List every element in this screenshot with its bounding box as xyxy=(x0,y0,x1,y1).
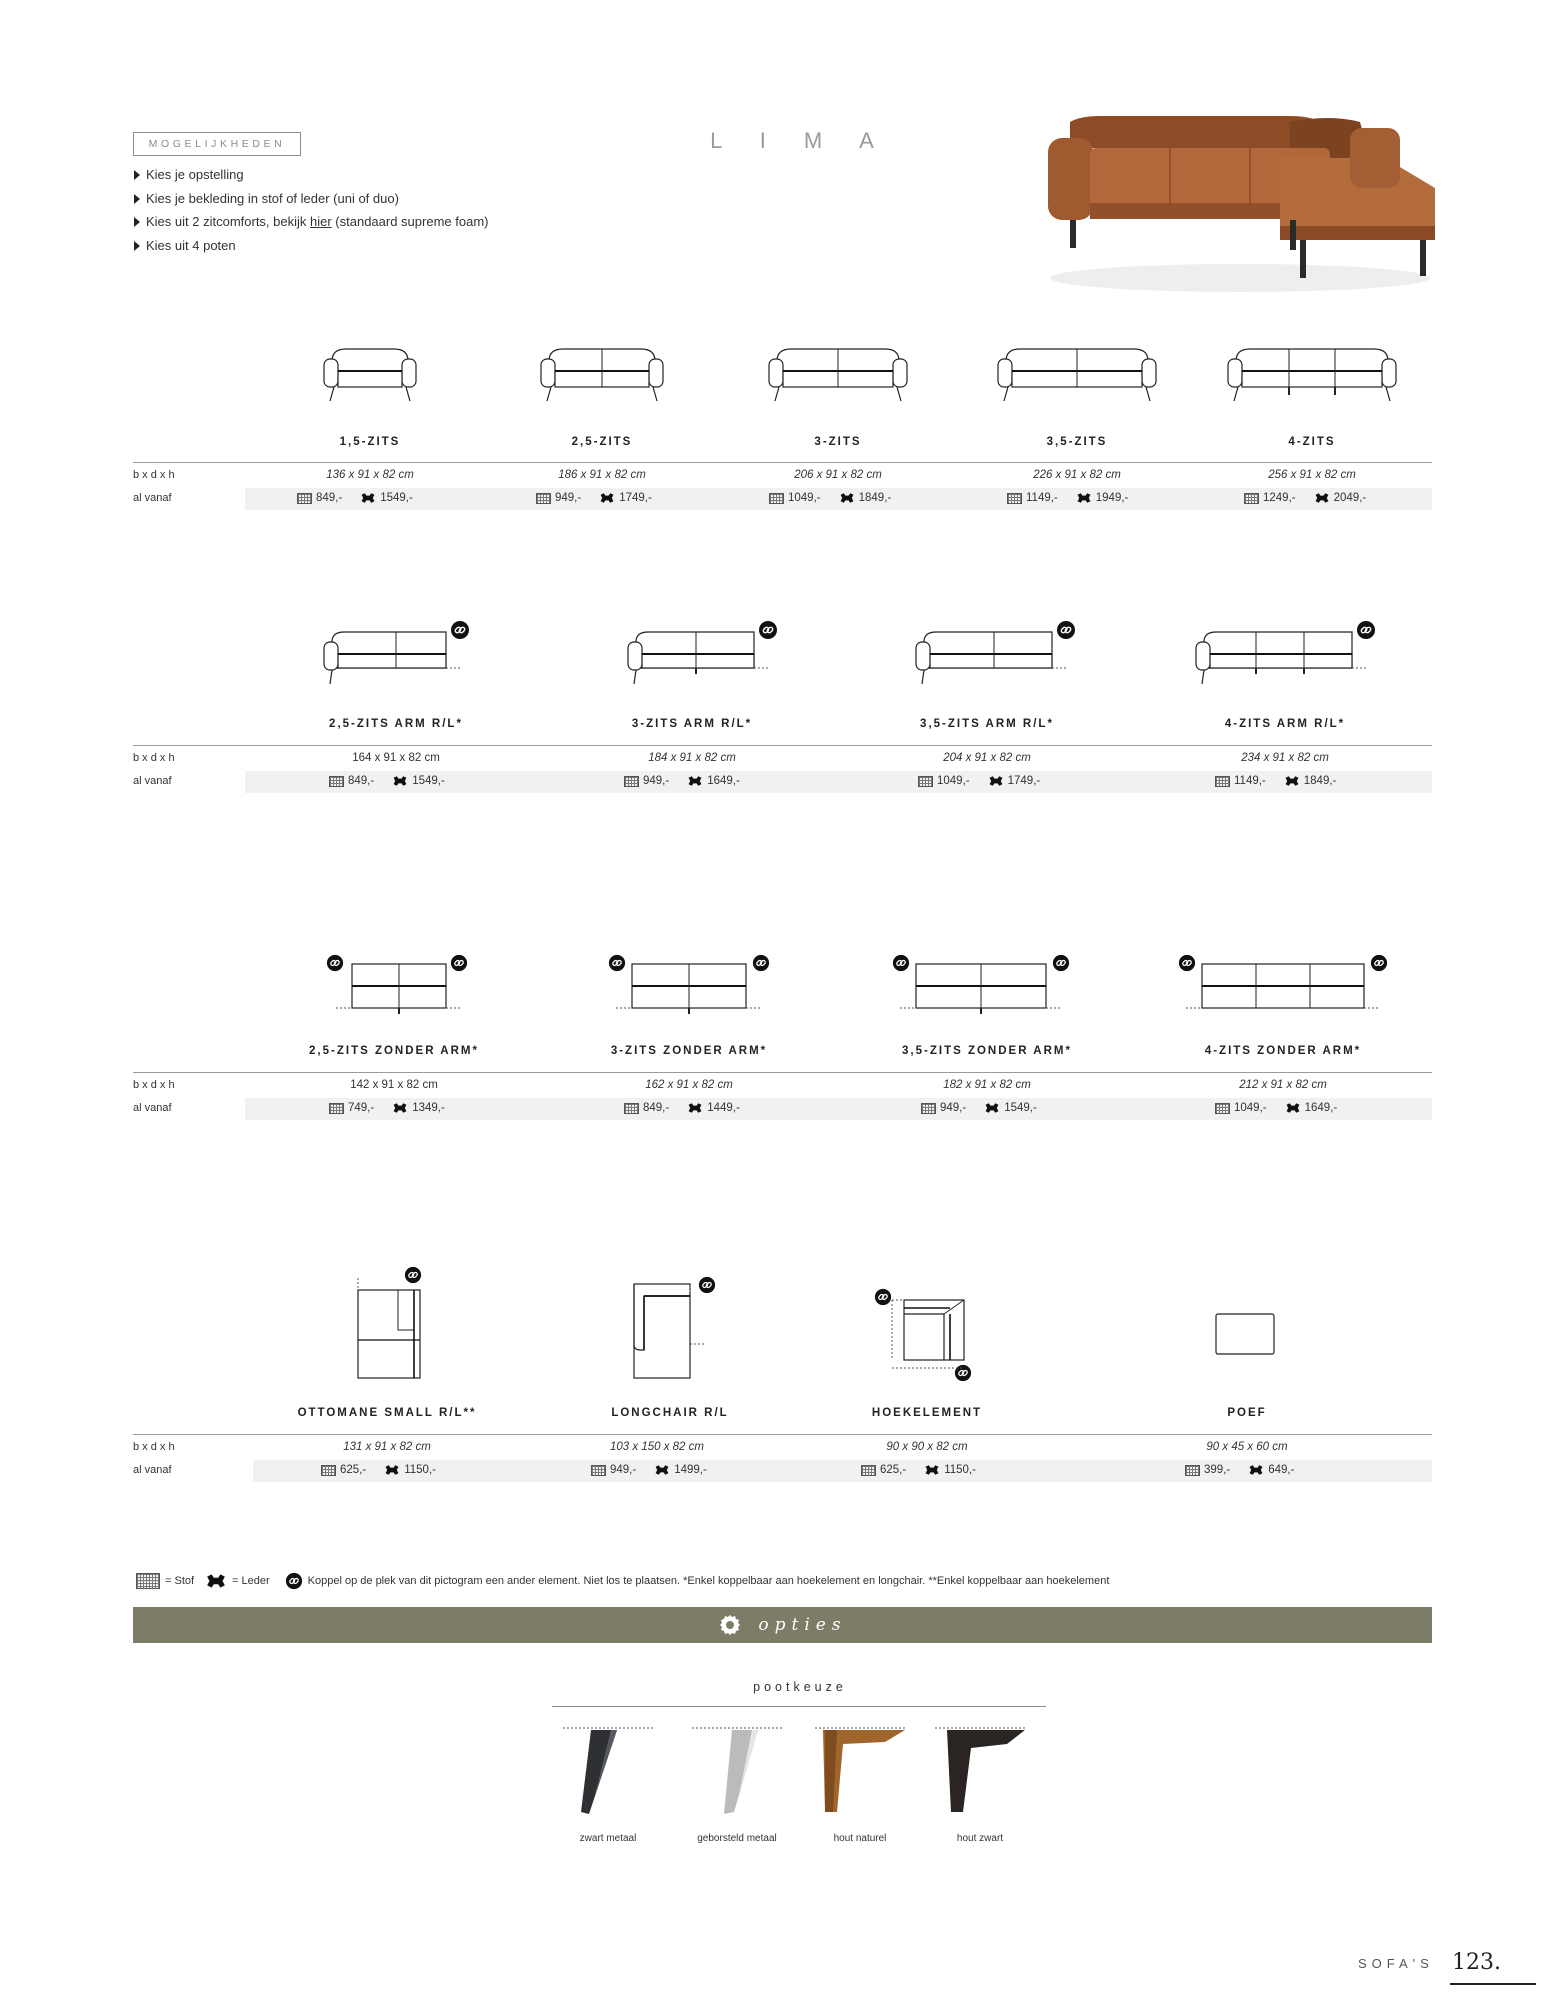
list-item-rest: (standaard supreme foam) xyxy=(331,214,489,229)
price-4-zits-arm xyxy=(1215,775,1336,787)
sofa-4-zits-zonder-arm xyxy=(1174,950,1392,1020)
sofa-3-zits-arm-drawing xyxy=(622,620,782,690)
leather-icon xyxy=(687,775,703,787)
label-4-zits: 4-ZITS xyxy=(1288,436,1336,448)
leather-icon xyxy=(924,1464,940,1476)
dims-2-5-zits: 186 x 91 x 82 cm xyxy=(558,469,646,481)
leather-price: 1349,- xyxy=(412,1102,445,1114)
sofa-3-5-zits-drawing xyxy=(994,343,1160,405)
leg-label: geborsteld metaal xyxy=(697,1833,777,1844)
hoekelement-drawing xyxy=(870,1284,980,1384)
link-icon xyxy=(451,621,469,639)
fabric-icon xyxy=(1215,1103,1230,1114)
ottomane-small xyxy=(346,1264,436,1384)
price-3-5-zits-arm xyxy=(918,775,1040,787)
dims-ottomane-small: 131 x 91 x 82 cm xyxy=(343,1441,431,1453)
dims-row-label: b x d x h xyxy=(133,1079,175,1091)
label-longchair: LONGCHAIR R/L xyxy=(611,1407,729,1419)
dims-1-5-zits: 136 x 91 x 82 cm xyxy=(326,469,414,481)
sofa-3-5-zits-zonder-arm-drawing xyxy=(888,950,1074,1020)
fabric-price: 625,- xyxy=(340,1464,367,1476)
price-4-zits-zonder-arm xyxy=(1215,1102,1337,1114)
sofa-1-5-zits xyxy=(290,343,450,405)
divider xyxy=(133,462,1432,463)
fabric-price: 1249,- xyxy=(1263,492,1296,504)
leather-price: 1749,- xyxy=(1007,775,1041,787)
leg-option-hout-naturel xyxy=(805,1722,915,1844)
label-3-zits-arm: 3-ZITS ARM R/L* xyxy=(631,718,753,730)
link-icon xyxy=(893,955,909,971)
fabric-price: 949,- xyxy=(940,1102,967,1114)
link-icon xyxy=(955,1365,971,1381)
legend xyxy=(136,1572,1109,1590)
price-1-5-zits xyxy=(297,492,413,504)
sofa-2-5-zits-drawing xyxy=(537,343,667,405)
sofa-2-5-zits-zonder-arm-drawing xyxy=(322,950,472,1020)
dims-4-zits-arm: 234 x 91 x 82 cm xyxy=(1241,752,1329,764)
fabric-icon xyxy=(918,776,933,787)
leather-price: 1449,- xyxy=(707,1102,740,1114)
link-icon xyxy=(1357,621,1375,639)
dims-row-label: b x d x h xyxy=(133,469,175,481)
fabric-icon xyxy=(136,1573,160,1589)
label-3-5-zits-arm: 3,5-ZITS ARM R/L* xyxy=(920,718,1054,730)
leather-icon xyxy=(1285,1102,1301,1114)
link-icon xyxy=(1057,621,1075,639)
hoekelement xyxy=(870,1284,980,1384)
dims-longchair: 103 x 150 x 82 cm xyxy=(610,1441,704,1453)
sofa-3-5-zits xyxy=(992,343,1162,405)
fabric-icon xyxy=(624,1103,639,1114)
leather-icon xyxy=(988,775,1004,787)
label-4-zits-arm: 4-ZITS ARM R/L* xyxy=(1224,718,1346,730)
sofa-photo xyxy=(1040,108,1440,298)
dims-3-5-zits-arm: 204 x 91 x 82 cm xyxy=(943,752,1031,764)
model-title: L I M A xyxy=(710,128,890,153)
fabric-price: 749,- xyxy=(348,1102,375,1114)
dims-row-label: b x d x h xyxy=(133,1441,175,1453)
leather-price: 649,- xyxy=(1268,1464,1295,1476)
fabric-price: 849,- xyxy=(643,1102,670,1114)
sofa-3-zits-arm xyxy=(622,620,782,690)
dims-4-zits: 256 x 91 x 82 cm xyxy=(1268,469,1356,481)
fabric-icon xyxy=(624,776,639,787)
sofa-1-5-zits-drawing xyxy=(320,343,420,405)
leather-icon xyxy=(839,492,855,504)
price-longchair xyxy=(591,1464,707,1476)
label-hoekelement: HOEKELEMENT xyxy=(871,1407,983,1419)
leg-geborsteld-metaal-image xyxy=(682,1722,792,1822)
fabric-price: 625,- xyxy=(880,1464,907,1476)
label-poef: POEF xyxy=(1227,1407,1267,1419)
dims-2-5-zits-arm: 164 x 91 x 82 cm xyxy=(352,752,440,764)
dims-2-5-zits-zonder-arm: 142 x 91 x 82 cm xyxy=(350,1079,438,1091)
leg-label: hout zwart xyxy=(956,1833,1004,1844)
sofa-3-zits-drawing xyxy=(765,343,911,405)
fabric-price: 1049,- xyxy=(937,775,970,787)
link-icon xyxy=(1053,955,1069,971)
sofa-4-zits-arm-drawing xyxy=(1190,620,1380,690)
price-4-zits xyxy=(1244,492,1366,504)
label-3-5-zits-zonder-arm: 3,5-ZITS ZONDER ARM* xyxy=(902,1045,1072,1057)
dims-hoekelement: 90 x 90 x 82 cm xyxy=(886,1441,968,1453)
footer-section: SOFA'S xyxy=(1358,1956,1434,1971)
link-icon xyxy=(327,955,343,971)
fabric-icon xyxy=(1215,776,1230,787)
price-poef xyxy=(1185,1464,1294,1476)
price-3-zits xyxy=(769,492,891,504)
leather-price: 1749,- xyxy=(619,492,652,504)
label-3-zits-zonder-arm: 3-ZITS ZONDER ARM* xyxy=(610,1045,768,1057)
hier-link[interactable]: hier xyxy=(310,214,332,229)
price-2-5-zits-arm xyxy=(329,775,445,787)
longchair-drawing xyxy=(620,1274,720,1384)
dims-poef: 90 x 45 x 60 cm xyxy=(1206,1441,1288,1453)
divider xyxy=(133,1072,1432,1073)
leather-price: 1649,- xyxy=(1304,1102,1338,1114)
leg-hout-zwart-image xyxy=(925,1722,1035,1822)
legend-note: Koppel op de plek van dit pictogram een ander element. Niet los te plaatsen. *Enkel koppelbaar aan hoekelement en longchair. **Enkel koppelbaar aan hoekelement xyxy=(307,1575,1110,1587)
poef xyxy=(1210,1310,1280,1360)
longchair xyxy=(620,1274,720,1384)
leather-icon xyxy=(599,492,615,504)
leather-price: 1549,- xyxy=(1004,1102,1037,1114)
fabric-price: 849,- xyxy=(316,492,343,504)
pootkeuze-divider xyxy=(552,1706,1046,1707)
legend-stof: = Stof xyxy=(165,1575,195,1587)
price-ottomane-small xyxy=(321,1464,436,1476)
fabric-price: 1049,- xyxy=(1234,1102,1267,1114)
leather-price: 1549,- xyxy=(380,492,413,504)
fabric-price: 1049,- xyxy=(788,492,821,504)
fabric-icon xyxy=(861,1465,876,1476)
fabric-icon xyxy=(536,493,551,504)
link-icon xyxy=(1179,955,1195,971)
label-1-5-zits: 1,5-ZITS xyxy=(339,436,401,448)
leather-icon xyxy=(205,1573,227,1589)
leather-price: 1949,- xyxy=(1095,492,1129,504)
leather-icon xyxy=(687,1102,703,1114)
pootkeuze-title: pootkeuze xyxy=(753,1680,847,1694)
divider xyxy=(133,745,1432,746)
leg-option-geborsteld-metaal xyxy=(682,1722,792,1844)
list-item xyxy=(133,210,488,234)
dims-3-zits: 206 x 91 x 82 cm xyxy=(794,469,882,481)
page-number: 123. xyxy=(1452,1950,1501,1975)
leg-option-zwart-metaal xyxy=(553,1722,663,1844)
leather-icon xyxy=(392,1102,408,1114)
leather-icon xyxy=(1284,775,1300,787)
leather-price: 2049,- xyxy=(1333,492,1367,504)
price-row-label: al vanaf xyxy=(133,1464,172,1476)
fabric-icon xyxy=(1185,1465,1200,1476)
sofa-3-zits-zonder-arm-drawing xyxy=(604,950,774,1020)
link-icon xyxy=(405,1267,421,1283)
leg-hout-naturel-image xyxy=(805,1722,915,1822)
label-ottomane-small: OTTOMANE SMALL R/L** xyxy=(297,1407,477,1419)
leg-option-hout-zwart xyxy=(925,1722,1035,1844)
link-icon xyxy=(759,621,777,639)
fabric-price: 849,- xyxy=(348,775,375,787)
leather-icon xyxy=(654,1464,670,1476)
sofa-2-5-zits xyxy=(532,343,672,405)
list-item-text: Kies uit 2 zitcomforts, bekijk xyxy=(146,214,310,229)
leather-icon xyxy=(360,492,376,504)
sofa-3-zits-zonder-arm xyxy=(604,950,774,1020)
dims-3-zits-arm: 184 x 91 x 82 cm xyxy=(648,752,736,764)
section-tag: MOGELIJKHEDEN xyxy=(133,132,301,156)
link-icon xyxy=(1371,955,1387,971)
leather-price: 1549,- xyxy=(412,775,445,787)
dims-row-label: b x d x h xyxy=(133,752,175,764)
price-3-zits-zonder-arm xyxy=(624,1102,740,1114)
leather-price: 1150,- xyxy=(404,1464,436,1476)
fabric-price: 1149,- xyxy=(1234,775,1266,787)
link-icon xyxy=(285,1572,303,1590)
sofa-3-5-zits-arm-drawing xyxy=(910,620,1080,690)
sofa-4-zits-drawing xyxy=(1224,343,1400,405)
price-hoekelement xyxy=(861,1464,976,1476)
fabric-price: 399,- xyxy=(1204,1464,1231,1476)
leg-zwart-metaal-image xyxy=(553,1722,663,1822)
fabric-icon xyxy=(321,1465,336,1476)
sofa-2-5-zits-zonder-arm xyxy=(322,950,472,1020)
leather-icon xyxy=(1248,1464,1264,1476)
fabric-icon xyxy=(329,776,344,787)
sofa-2-5-zits-arm-drawing xyxy=(318,620,474,690)
poef-drawing xyxy=(1210,1310,1280,1360)
leather-icon xyxy=(392,775,408,787)
price-row-label: al vanaf xyxy=(133,1102,172,1114)
sofa-4-zits-zonder-arm-drawing xyxy=(1174,950,1392,1020)
sofa-4-zits xyxy=(1222,343,1402,405)
link-icon xyxy=(875,1289,891,1305)
opties-title: opties xyxy=(758,1615,847,1635)
dims-3-5-zits-zonder-arm: 182 x 91 x 82 cm xyxy=(943,1079,1031,1091)
sofa-4-zits-arm xyxy=(1190,620,1380,690)
fabric-icon xyxy=(329,1103,344,1114)
legend-leder: = Leder xyxy=(232,1575,270,1587)
list-item: Kies je bekleding in stof of leder (uni of duo) xyxy=(133,187,488,211)
opties-bar xyxy=(133,1607,1432,1643)
price-3-5-zits-zonder-arm xyxy=(921,1102,1037,1114)
ottomane-small-drawing xyxy=(346,1264,436,1384)
leather-icon xyxy=(384,1464,400,1476)
sofa-2-5-zits-arm xyxy=(318,620,474,690)
fabric-icon xyxy=(591,1465,606,1476)
leather-price: 1150,- xyxy=(944,1464,976,1476)
fabric-icon xyxy=(921,1103,936,1114)
fabric-icon xyxy=(297,493,312,504)
price-2-5-zits xyxy=(536,492,652,504)
link-icon xyxy=(753,955,769,971)
leg-label: zwart metaal xyxy=(579,1833,637,1844)
label-2-5-zits-arm: 2,5-ZITS ARM R/L* xyxy=(329,718,463,730)
leather-price: 1849,- xyxy=(1303,775,1337,787)
leather-icon xyxy=(1314,492,1330,504)
leather-price: 1849,- xyxy=(858,492,892,504)
fabric-price: 1149,- xyxy=(1026,492,1058,504)
label-3-5-zits: 3,5-ZITS xyxy=(1046,436,1108,448)
price-row-label: al vanaf xyxy=(133,492,172,504)
leg-label: hout naturel xyxy=(833,1833,887,1844)
link-icon xyxy=(699,1277,715,1293)
label-2-5-zits: 2,5-ZITS xyxy=(571,436,633,448)
sofa-3-5-zits-zonder-arm xyxy=(888,950,1074,1020)
leather-icon xyxy=(1076,492,1092,504)
fabric-icon xyxy=(769,493,784,504)
link-icon xyxy=(451,955,467,971)
dims-3-zits-zonder-arm: 162 x 91 x 82 cm xyxy=(645,1079,733,1091)
list-item: Kies uit 4 poten xyxy=(133,234,488,258)
fabric-price: 949,- xyxy=(555,492,582,504)
fabric-price: 949,- xyxy=(610,1464,637,1476)
dims-4-zits-zonder-arm: 212 x 91 x 82 cm xyxy=(1239,1079,1327,1091)
divider xyxy=(133,1434,1432,1435)
label-4-zits-zonder-arm: 4-ZITS ZONDER ARM* xyxy=(1204,1045,1362,1057)
list-item: Kies je opstelling xyxy=(133,163,488,187)
gear-icon xyxy=(718,1613,742,1637)
fabric-icon xyxy=(1007,493,1022,504)
leather-icon xyxy=(984,1102,1000,1114)
label-3-zits: 3-ZITS xyxy=(814,436,862,448)
label-2-5-zits-zonder-arm: 2,5-ZITS ZONDER ARM* xyxy=(309,1045,479,1057)
dims-3-5-zits: 226 x 91 x 82 cm xyxy=(1033,469,1121,481)
price-2-5-zits-zonder-arm xyxy=(329,1102,445,1114)
sofa-3-zits xyxy=(758,343,918,405)
options-list xyxy=(133,163,488,257)
sofa-3-5-zits-arm xyxy=(910,620,1080,690)
link-icon xyxy=(609,955,625,971)
leather-price: 1499,- xyxy=(674,1464,707,1476)
price-row-label: al vanaf xyxy=(133,775,172,787)
footer-rule xyxy=(1450,1983,1536,1985)
price-3-5-zits xyxy=(1007,492,1128,504)
fabric-icon xyxy=(1244,493,1259,504)
price-3-zits-arm xyxy=(624,775,740,787)
leather-price: 1649,- xyxy=(707,775,740,787)
fabric-price: 949,- xyxy=(643,775,670,787)
